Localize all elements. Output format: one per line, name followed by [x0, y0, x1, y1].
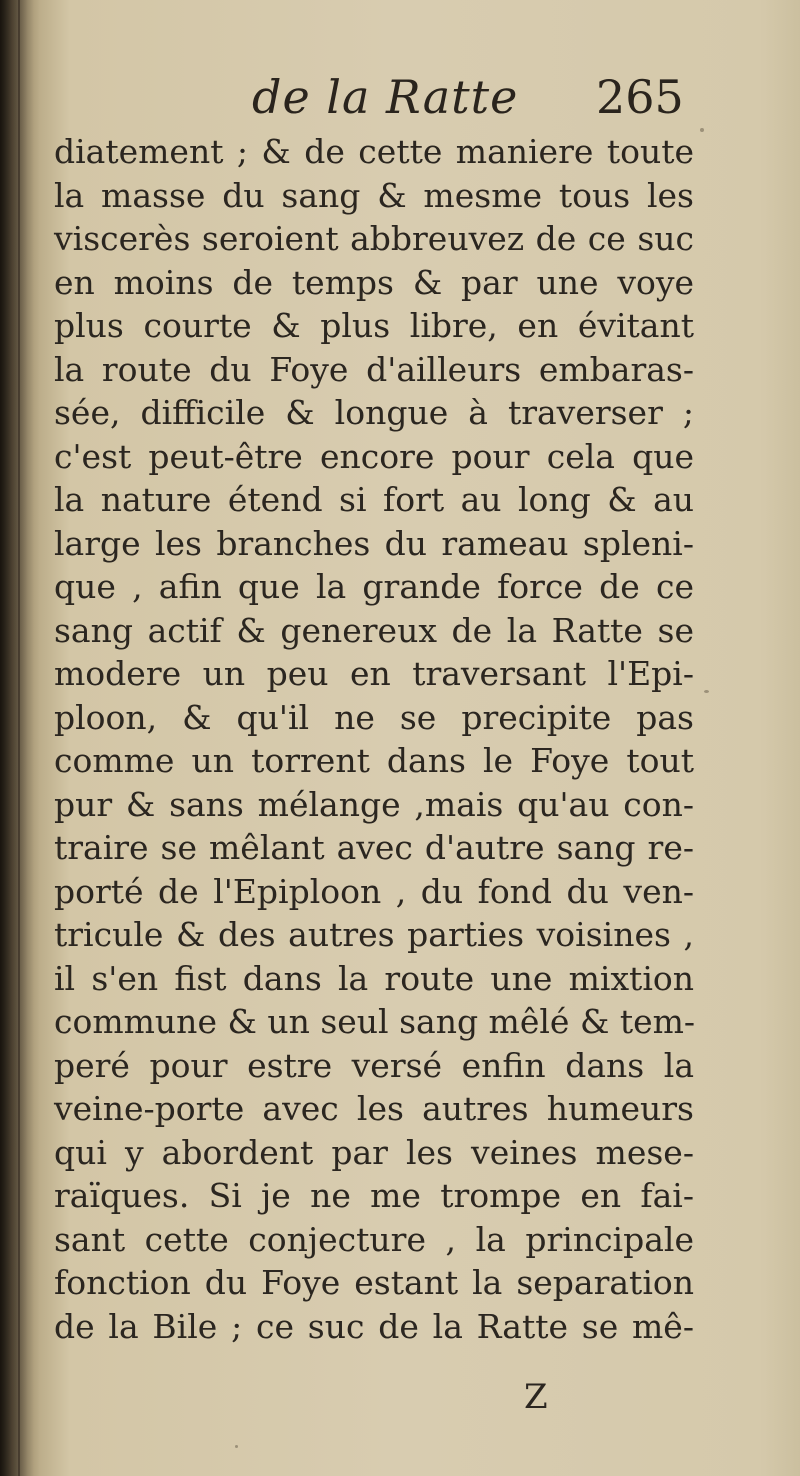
text-line: la masse du sang & mesme tous les	[54, 175, 694, 215]
text-line: c'est peut-être encore pour cela que	[54, 436, 694, 476]
text-line: la route du Foye d'ailleurs embaras-	[54, 349, 694, 389]
text-line: plus courte & plus libre, en évitant	[54, 306, 694, 345]
text-line: modere un peu en traversant l'Epi-	[54, 654, 694, 693]
text-line: diatement ; & de cette maniere toute	[54, 132, 694, 171]
body-text	[54, 130, 694, 1348]
binding-edge	[18, 0, 20, 1476]
text-line: comme un torrent dans le Foye tout	[54, 741, 694, 780]
text-line: qui y abordent par les veines mese-	[54, 1132, 694, 1172]
text-line: sée, difficile & longue à traverser ;	[54, 393, 694, 432]
text-line: que , afin que la grande force de ce	[54, 567, 694, 606]
text-line: la nature étend si fort au long & au	[54, 480, 694, 519]
paper-speck	[235, 1445, 238, 1448]
paper-speck	[704, 690, 709, 693]
text-line: fonction du Foye estant la separation	[54, 1263, 694, 1302]
text-line: ploon, & qu'il ne se precipite pas	[54, 697, 694, 737]
text-line: raïques. Si je ne me trompe en fai-	[54, 1176, 694, 1215]
signature-mark: Z	[524, 1377, 548, 1417]
text-line: il s'en fist dans la route une mixtion	[54, 958, 694, 998]
text-line: sang actif & genereux de la Ratte se	[54, 610, 694, 650]
page-number: 265	[596, 70, 684, 124]
binding-gutter	[0, 0, 40, 1476]
text-line: traire se mêlant avec d'autre sang re-	[54, 828, 694, 867]
text-line: porté de l'Epiploon , du fond du ven-	[54, 871, 694, 911]
text-line: large les branches du rameau spleni-	[54, 523, 694, 563]
paper-speck	[700, 128, 704, 132]
text-line: en moins de temps & par une voye	[54, 262, 694, 302]
text-line: pur & sans mélange ,mais qu'au con-	[54, 784, 694, 824]
text-line: peré pour estre versé enfin dans la	[54, 1045, 694, 1085]
text-line: tricule & des autres parties voisines ,	[54, 915, 694, 954]
text-line: viscerès seroient abbreuvez de ce suc	[54, 219, 694, 258]
text-line: sant cette conjecture , la principale	[54, 1219, 694, 1259]
text-line: commune & un seul sang mêlé & tem-	[54, 1002, 696, 1041]
text-line: veine-porte avec les autres humeurs	[54, 1089, 694, 1128]
text-line: de la Bile ; ce suc de la Ratte se mê-	[54, 1306, 694, 1346]
running-title: de la Ratte	[252, 70, 519, 124]
